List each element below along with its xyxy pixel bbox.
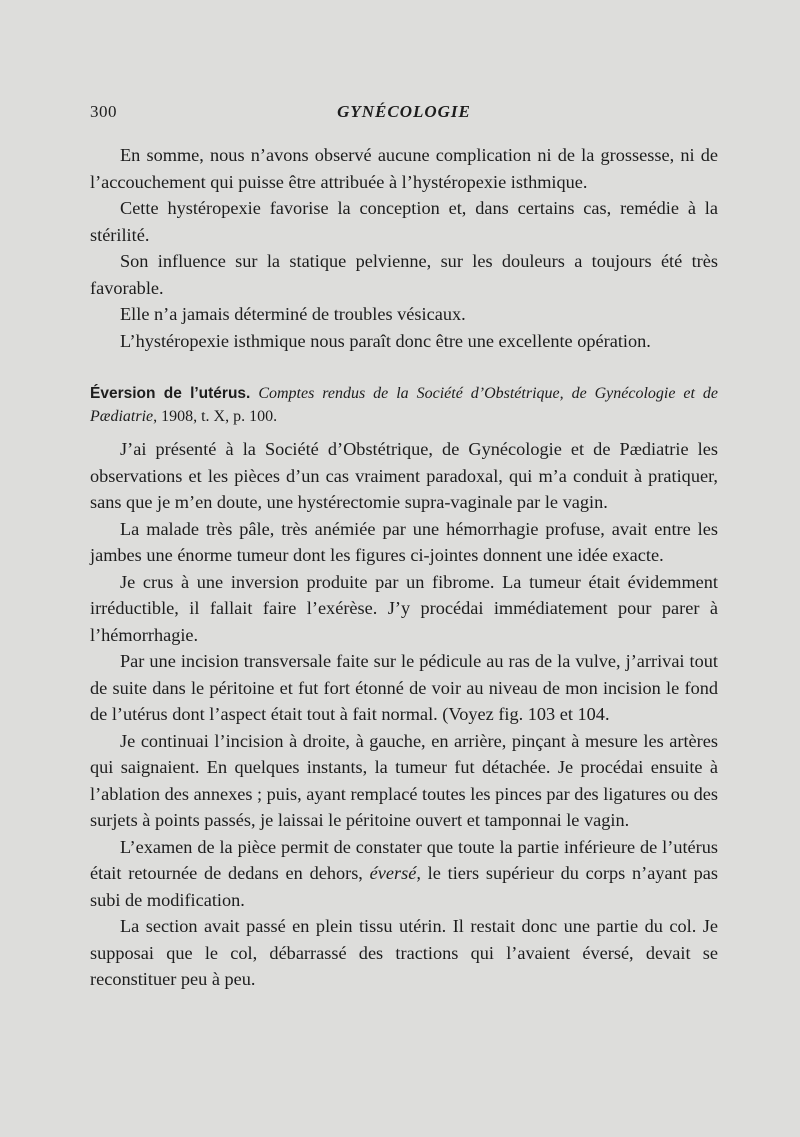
page-number: 300 xyxy=(90,102,117,121)
paragraph-inversion: Je crus à une inversion produite par un fibrome. La tumeur était évidemment irréductible, il fallait faire l’exérèse. J’y procédai immédiatement pour parer à l’hémorrhagie. xyxy=(90,571,718,645)
section-reference-journal: Comptes rendus de la Société d’Obstétrique, de Gynécologie et de Pædiatrie xyxy=(90,385,718,425)
examination-text-start: L’examen de la pièce permit de constater que toute la partie inférieure de l’utérus était retournée de dedans en dehors, xyxy=(90,836,718,883)
running-head xyxy=(90,102,718,130)
paragraph-ablation: Je continuai l’incision à droite, à gauche, en arrière, pinçant à mesure les artères qui saignaient. En quelques instants, la tumeur fut détachée. Je procédai ensuite à l’ablation des annexes ; puis, ayant remplacé toutes les pinces par des ligatures ou des surjets à points passés, je laissai le péritoine ouvert et tamponnai le vagin. xyxy=(90,730,718,830)
paragraph-conclusion: L’hystéropexie isthmique nous paraît donc être une excellente opération. xyxy=(120,330,651,351)
paragraph-case-presentation: J’ai présenté à la Société d’Obstétrique, de Gynécologie et de Pædiatrie les observations et les pièces d’un cas vraiment paradoxal, qui m’a conduit à pratiquer, sans que je m’en doute, une hystérectomie supra-vaginale par le vagin. xyxy=(90,439,718,512)
paragraph-section-cervix: La section avait passé en plein tissu utérin. Il restait donc une partie du col. Je supposai que le col, débarrassé des tractions qui l’avaient éversé, devait se reconstituer peu à peu. xyxy=(90,916,718,989)
paragraph-patient: La malade très pâle, très anémiée par une hémorrhagie profuse, avait entre les jambes une énorme tumeur dont les figures ci-jointes donnent une idée exacte. xyxy=(90,518,718,565)
paragraph-vesical: Elle n’a jamais déterminé de troubles vésicaux. xyxy=(120,304,466,324)
paragraph-incision: Par une incision transversale faite sur le pédicule au ras de la vulve, j’arrivai tout de suite dans le péritoine et fut fort étonné de voir au niveau de mon incision le fond de l’utérus dont l’aspect était tout à fait normal. (Voyez fig. 103 et 104. xyxy=(90,651,718,724)
section-reference-details: , 1908, t. X, p. 100. xyxy=(153,408,278,425)
examination-text-end: le tiers supérieur du corps n’ayant pas subi de modification. xyxy=(90,863,718,910)
section-title: Éversion de l’utérus. xyxy=(90,385,251,402)
running-title: GYNÉCOLOGIE xyxy=(337,102,471,121)
paragraph-pelvic-statics: Son influence sur la statique pelvienne, sur les douleurs a toujours été très favorable. xyxy=(90,251,718,298)
paragraph-conception: Cette hystéropexie favorise la conception et, dans certains cas, remédie à la stérilité. xyxy=(90,198,718,245)
paragraph-examination xyxy=(90,834,718,914)
examination-emphasis: éversé, xyxy=(369,863,421,883)
section-heading xyxy=(90,382,718,428)
paragraph-complications: En somme, nous n’avons observé aucune complication ni de la grossesse, ni de l’accouchement qui puisse être attribuée à l’hystéropexie isthmique. xyxy=(90,145,718,192)
